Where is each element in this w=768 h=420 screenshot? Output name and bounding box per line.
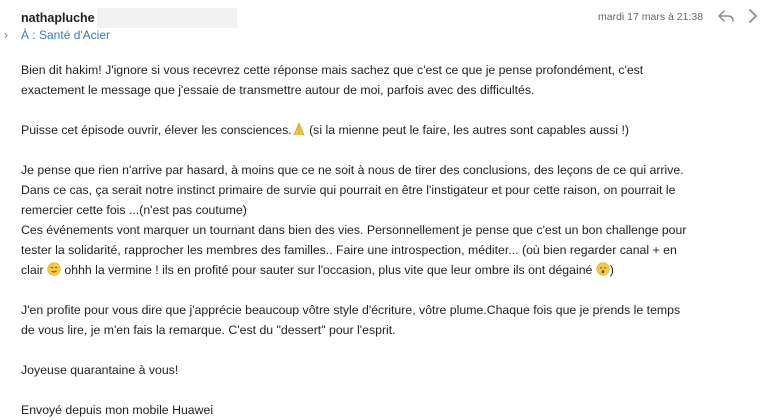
text-segment: (si la mienne peut le faire, les autres sont capables aussi !) <box>305 123 629 137</box>
signature <box>21 400 761 420</box>
text-line: tester la solidarité, rapprocher les membres des familles.. Faire une introspection, méditer... (où bien regarder canal + en <box>21 243 677 257</box>
relieved-face-emoji <box>47 262 61 276</box>
paragraph-3 <box>21 160 761 280</box>
paragraph-5 <box>21 360 761 380</box>
text-line: Je pense que rien n'arrive par hasard, à moins que ce ne soit à nous de tirer des conclusions, des leçons de ce qui arrive. <box>21 163 684 177</box>
text-line: de vous lire, je m'en fais la remarque. C'est du "dessert" pour l'esprit. <box>21 323 396 337</box>
sender-row <box>21 9 237 27</box>
message-header <box>0 0 768 48</box>
text-line: Bien dit hakim! J'ignore si vous recevrez cette réponse mais sachez que c'est ce que je pense profondément, c'est <box>21 63 644 77</box>
text-line <box>21 260 761 280</box>
text-line: Envoyé depuis mon mobile Huawei <box>21 403 214 417</box>
text-segment: ohhh la vermine ! ils en profité pour sauter sur l'occasion, plus vite que leur ombre ils ont dégainé <box>60 263 596 277</box>
expand-caret-icon[interactable]: › <box>4 28 8 42</box>
text-line: Dans ce cas, ça serait notre instinct primaire de survie qui pourrait en être l'instigateur et pour cette raison, on pourrait le <box>21 183 676 197</box>
sender-name[interactable]: nathapluche <box>21 11 95 25</box>
hushed-face-emoji <box>596 262 610 276</box>
folded-hands-emoji <box>292 122 306 136</box>
text-segment: Puisse cet épisode ouvrir, élever les consciences. <box>21 123 292 137</box>
text-line: Joyeuse quarantaine à vous! <box>21 363 179 377</box>
message-body <box>21 60 761 420</box>
paragraph-1 <box>21 60 761 100</box>
paragraph-2 <box>21 120 761 140</box>
chevron-right-icon[interactable] <box>745 8 761 24</box>
text-segment: clair <box>21 263 47 277</box>
message-date: mardi 17 mars à 21:38 <box>598 11 704 23</box>
text-line: remercier cette fois ...(n'est pas coutume) <box>21 203 247 217</box>
recipient-link[interactable]: À : Santé d'Acier <box>21 28 111 42</box>
text-line: Ces événements vont marquer un tournant dans bien des vies. Personnellement je pense que c'est un bon challenge pour <box>21 223 687 237</box>
text-segment: ) <box>609 263 614 277</box>
text-line: exactement le message que j'essaie de transmettre autour de moi, parfois avec des difficultés. <box>21 83 535 97</box>
paragraph-4 <box>21 300 761 340</box>
redacted-sender-address <box>97 8 237 28</box>
reply-icon[interactable] <box>717 8 735 24</box>
text-line: J'en profite pour vous dire que j'apprécie beaucoup vôtre style d'écriture, vôtre plume.Chaque fois que je prends le temps <box>21 303 681 317</box>
